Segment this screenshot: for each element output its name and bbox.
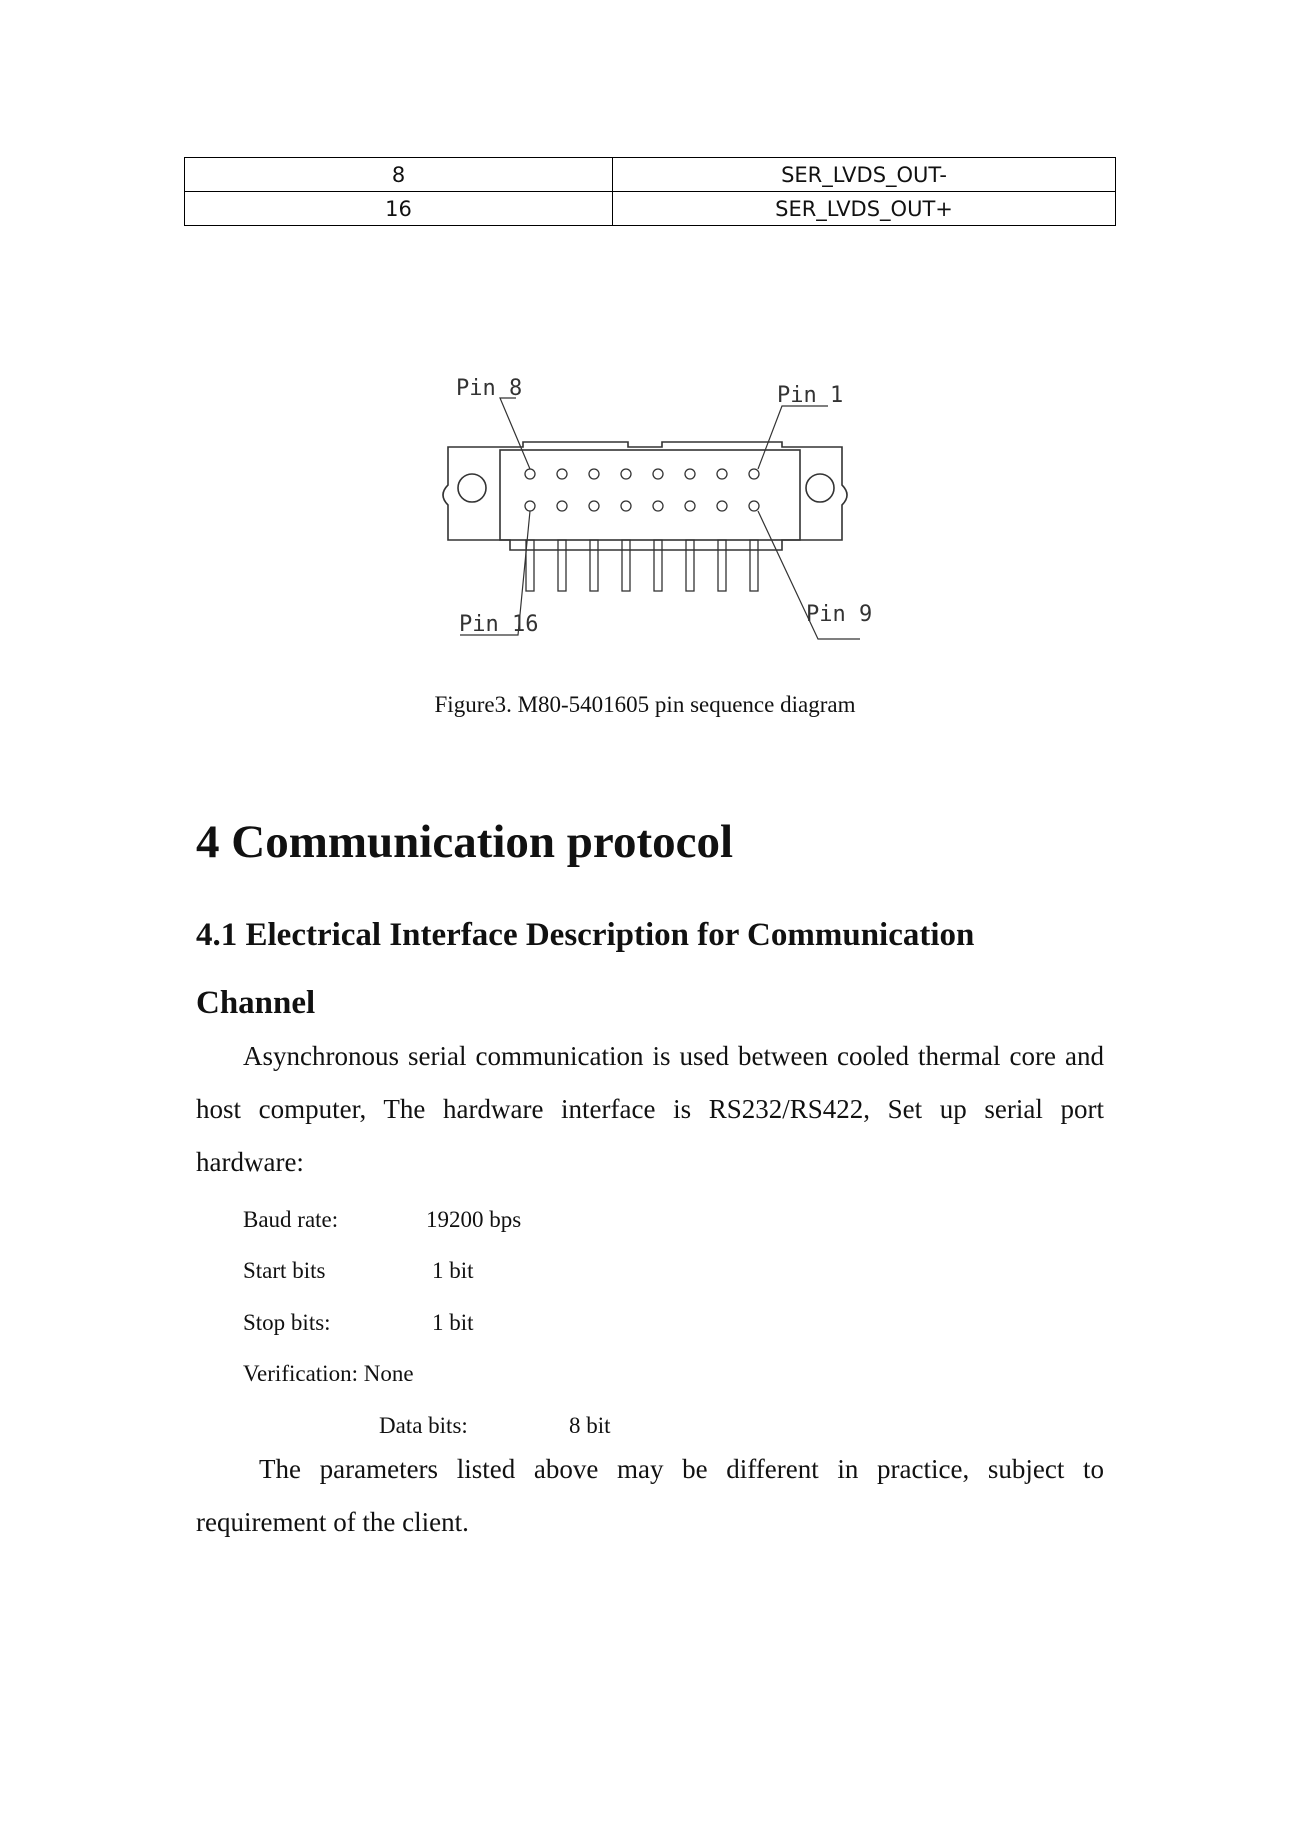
signal-name-cell: SER_LVDS_OUT- (613, 158, 1116, 192)
start-bits-value: 1 bit (432, 1258, 474, 1283)
label-pin1: Pin 1 (777, 383, 844, 408)
start-bits-label: Start bits (243, 1258, 326, 1283)
leader-pin1 (758, 406, 828, 469)
pin-number-cell: 8 (185, 158, 613, 192)
pin-hole (525, 469, 535, 479)
subsection-heading-line2: Channel (196, 985, 316, 1021)
pin-hole (749, 469, 759, 479)
verification-line: Verification: None (243, 1361, 414, 1386)
label-pin9: Pin 9 (806, 602, 873, 627)
pin-hole (717, 469, 727, 479)
pin-lead (558, 540, 566, 591)
mounting-hole-right (806, 474, 834, 502)
label-pin16: Pin 16 (459, 612, 539, 637)
baud-rate-label: Baud rate: (243, 1207, 339, 1232)
pin-hole (557, 501, 567, 511)
pin-hole (589, 501, 599, 511)
figure-caption: Figure3. M80-5401605 pin sequence diagram (434, 692, 856, 717)
section-heading: 4 Communication protocol (196, 816, 734, 868)
pin-lead (590, 540, 598, 591)
connector-pin-diagram (420, 365, 880, 655)
stop-bits-label: Stop bits: (243, 1310, 331, 1335)
pin-hole (525, 501, 535, 511)
pin-header-frame (500, 450, 800, 540)
pin-lead (622, 540, 630, 591)
pin-hole (621, 501, 631, 511)
pin-hole (717, 501, 727, 511)
pin-lead (750, 540, 758, 591)
pin-hole (557, 469, 567, 479)
table-row (185, 192, 1116, 226)
pin-lead (718, 540, 726, 591)
pin-hole (685, 469, 695, 479)
data-bits-label: Data bits: (379, 1413, 468, 1438)
pin-hole (749, 501, 759, 511)
stop-bits-value: 1 bit (432, 1310, 474, 1335)
pin-table (184, 157, 1116, 226)
pin-number-cell: 16 (185, 192, 613, 226)
pin-hole (621, 469, 631, 479)
baud-rate-value: 19200 bps (426, 1207, 522, 1232)
intro-paragraph: Asynchronous serial communication is used between cooled thermal core and host computer, The hardware interface is RS232/RS422, Set up serial port hardware: (196, 1041, 1104, 1177)
pin-hole (589, 469, 599, 479)
pin-hole (653, 469, 663, 479)
mounting-hole-left (458, 474, 486, 502)
pin-lead (526, 540, 534, 591)
pin-lead (686, 540, 694, 591)
leader-pin8 (500, 398, 530, 469)
data-bits-value: 8 bit (569, 1413, 611, 1438)
pin-hole (685, 501, 695, 511)
table-row (185, 158, 1116, 192)
note-paragraph: The parameters listed above may be different in practice, subject to requirement of the client. (196, 1454, 1104, 1537)
connector-outline (443, 442, 847, 550)
subsection-heading-line1: 4.1 Electrical Interface Description for Communication (196, 917, 975, 953)
signal-name-cell: SER_LVDS_OUT+ (613, 192, 1116, 226)
label-pin8: Pin 8 (456, 376, 523, 401)
pin-hole (653, 501, 663, 511)
pin-lead (654, 540, 662, 591)
